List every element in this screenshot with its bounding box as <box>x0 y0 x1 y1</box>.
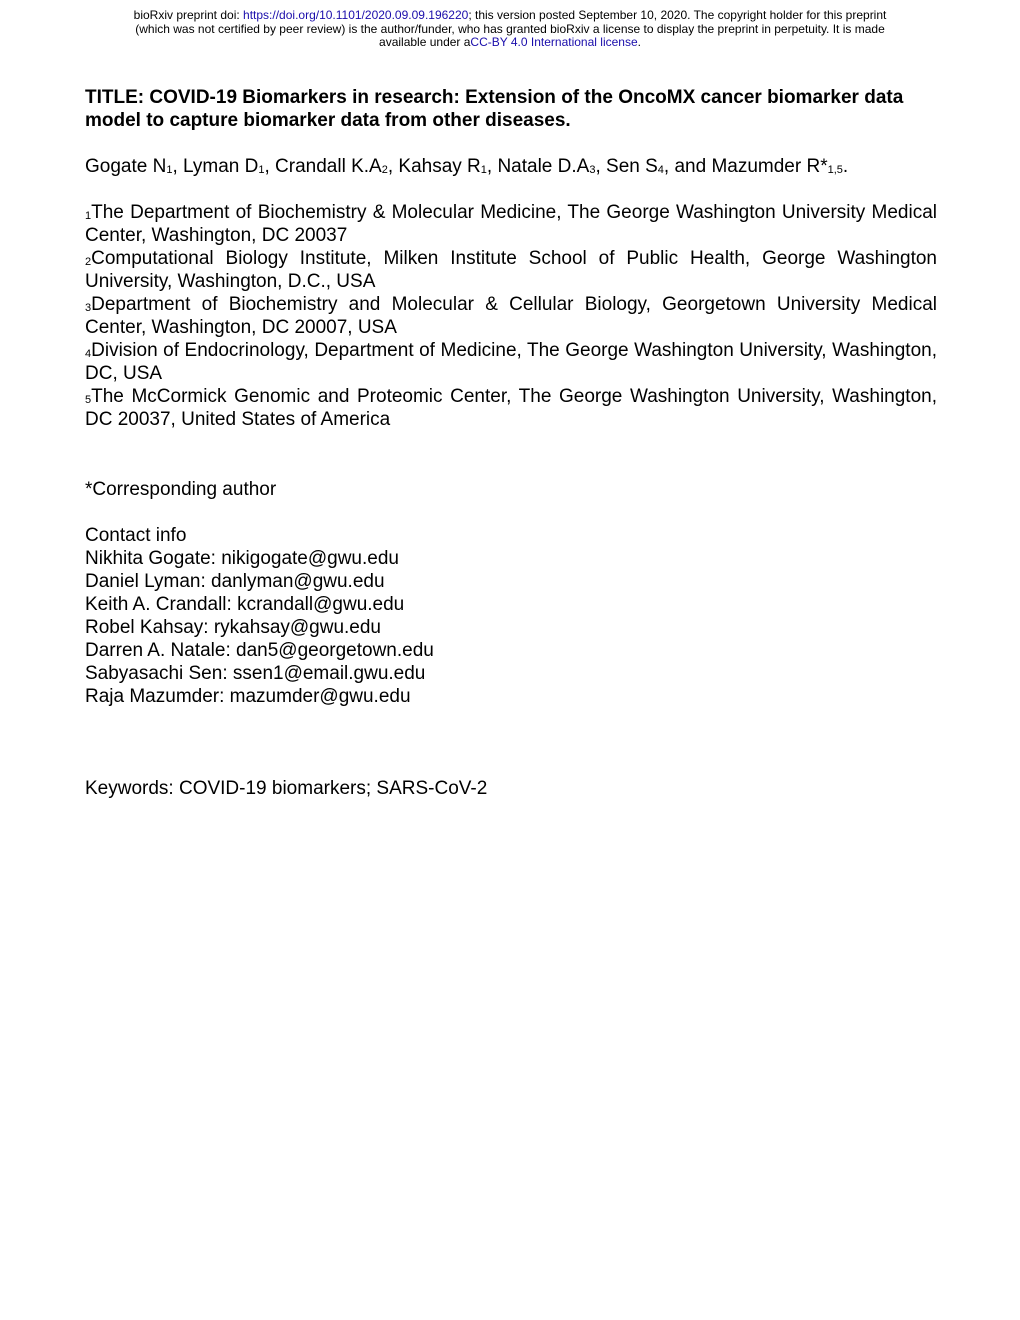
contact-heading: Contact info <box>85 525 187 546</box>
affiliation-text: Division of Endocrinology, Department of Medicine, The George Washington University, Washington, DC, USA <box>85 340 937 384</box>
header-line-2: (which was not certified by peer review) is the author/funder, who has granted bioRxiv a license to display the preprint in perpetuity. It is made <box>135 21 885 36</box>
license-suffix: . <box>637 35 641 49</box>
affiliation-marker: 1 <box>480 164 487 176</box>
affiliation-marker: 3 <box>589 164 596 176</box>
contact-entry: Robel Kahsay: rykahsay@gwu.edu <box>85 617 382 638</box>
contact-info <box>85 524 937 708</box>
affiliation-marker: 1 <box>258 164 265 176</box>
license-link[interactable]: CC-BY 4.0 International license <box>470 35 638 49</box>
affiliation-number: 2 <box>85 256 92 268</box>
keywords: Keywords: COVID-19 biomarkers; SARS-CoV-2 <box>85 778 488 799</box>
affiliation-marker: 1 <box>166 164 173 176</box>
affiliation-number: 1 <box>85 210 92 222</box>
affiliation-number: 5 <box>85 394 92 406</box>
author: Kahsay $R_1$, <box>398 156 498 177</box>
contact-entry: Sabyasachi Sen: ssen1@email.gwu.edu <box>85 663 426 684</box>
author: Natale $D.A_3$, <box>497 156 607 177</box>
license-prefix: available under a <box>379 35 471 49</box>
affiliation-item <box>85 201 937 247</box>
affiliation-item <box>85 293 937 339</box>
contact-entry: Keith A. Crandall: kcrandall@gwu.edu <box>85 594 405 615</box>
author: Gogate $N_1$, <box>85 156 184 177</box>
author: Mazumder $R*_{1,5}$. <box>711 156 849 177</box>
affiliation-number: 4 <box>85 348 92 360</box>
contact-entry: Darren A. Natale: dan5@georgetown.edu <box>85 640 434 661</box>
affiliation-text: Department of Biochemistry and Molecular & Cellular Biology, Georgetown University Medical Center, Washington, DC 20007, USA <box>85 294 937 338</box>
header-prefix: bioRxiv preprint doi: <box>133 8 244 22</box>
header-line-1 <box>0 9 1020 23</box>
header-suffix: ; this version posted September 10, 2020. The copyright holder for this preprint <box>468 8 887 22</box>
contact-entry: Nikhita Gogate: nikigogate@gwu.edu <box>85 548 399 569</box>
affiliation-text: The McCormick Genomic and Proteomic Center, The George Washington University, Washington, DC 20037, United States of America <box>85 386 937 430</box>
corresponding-author-note: *Corresponding author <box>85 479 277 500</box>
contact-entry: Daniel Lyman: danlyman@gwu.edu <box>85 571 385 592</box>
affiliation-marker: 2 <box>381 164 388 176</box>
affiliation-text: The Department of Biochemistry & Molecular Medicine, The George Washington University Medical Center, Washington, DC 20037 <box>85 202 937 246</box>
author: Lyman $D_1$, <box>183 156 276 177</box>
author: Crandall $K.A_2$, <box>275 156 399 177</box>
contact-entry: Raja Mazumder: mazumder@gwu.edu <box>85 686 411 707</box>
affiliation-text: Computational Biology Institute, Milken Institute School of Public Health, George Washington University, Washington, D.C., USA <box>85 248 937 292</box>
affiliation-item <box>85 339 937 385</box>
affiliation-item <box>85 385 937 431</box>
preprint-header <box>0 9 1020 50</box>
affiliation-item <box>85 247 937 293</box>
affiliation-list <box>85 201 937 431</box>
header-line-3 <box>0 36 1020 50</box>
paper-title: TITLE: COVID-19 Biomarkers in research: Extension of the OncoMX cancer biomarker data model to capture biomarker data from other diseases. <box>85 87 904 131</box>
affiliation-marker: 1,5 <box>827 164 843 176</box>
doi-link[interactable]: https://doi.org/10.1101/2020.09.09.196220 <box>243 8 469 22</box>
affiliation-marker: 4 <box>657 164 664 176</box>
affiliation-number: 3 <box>85 302 92 314</box>
author-list <box>85 155 937 178</box>
author: Sen $S_4$, and <box>606 156 712 177</box>
